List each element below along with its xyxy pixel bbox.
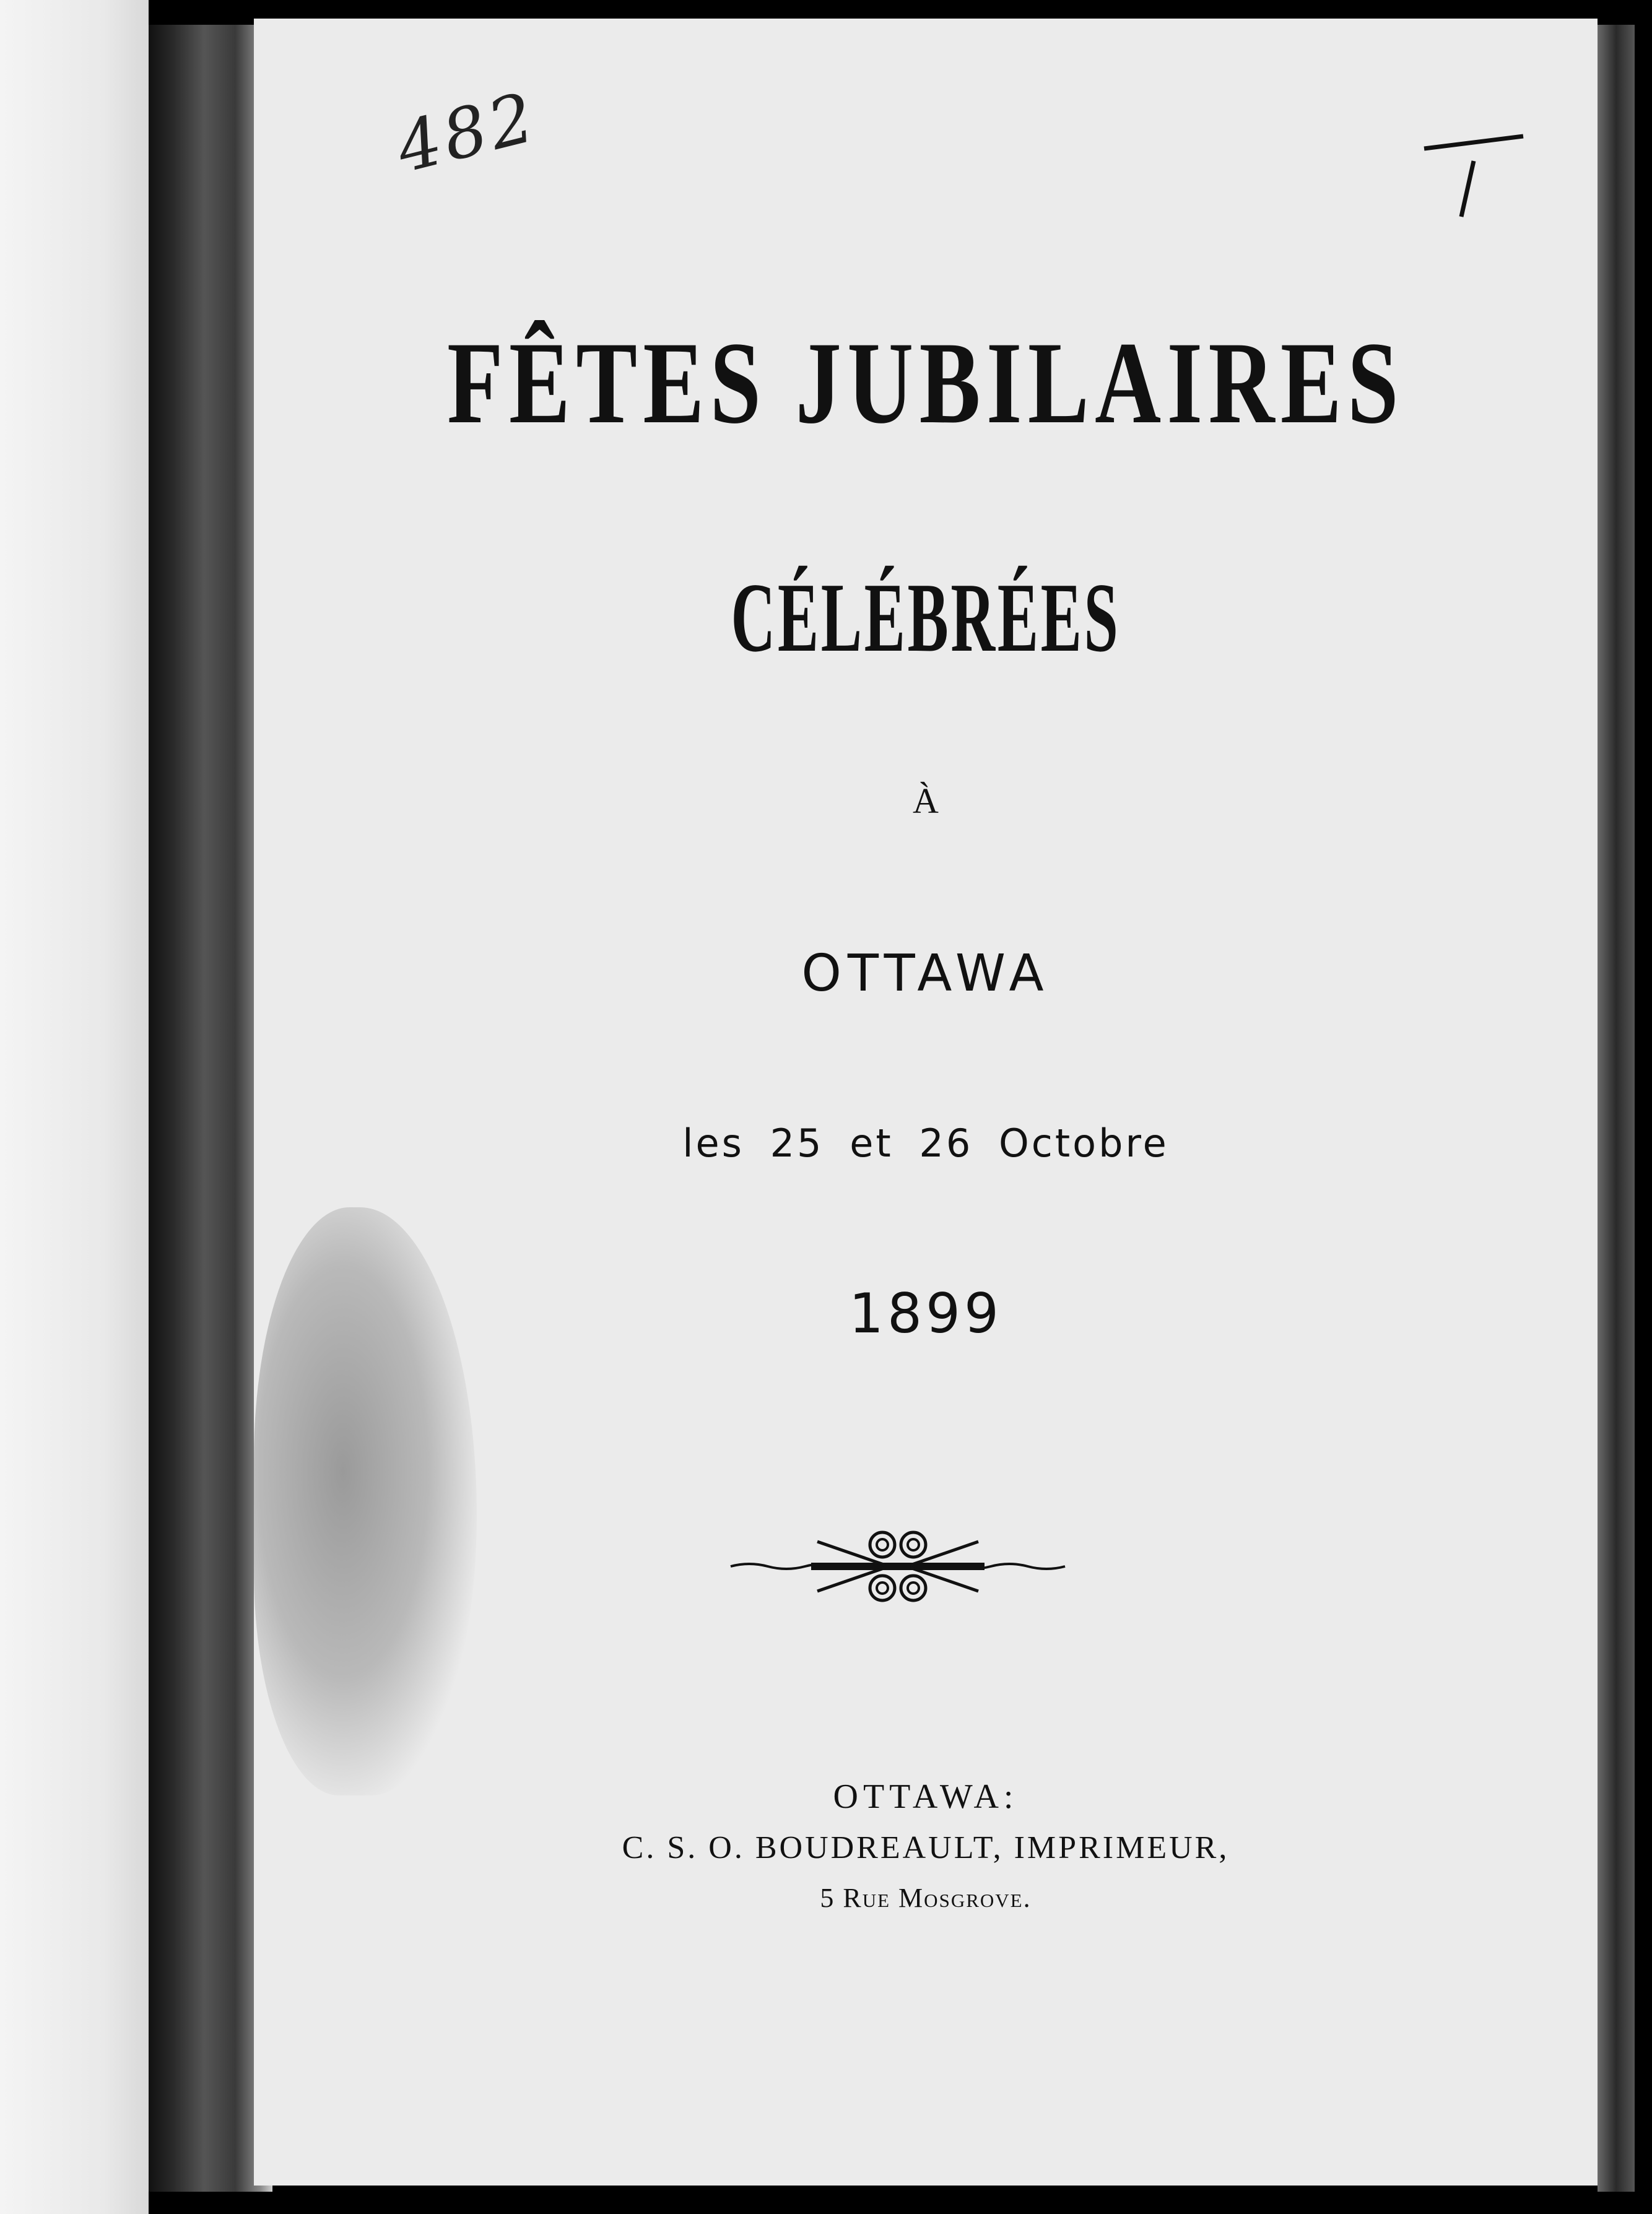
handwritten-shelf-mark: 482 [388, 77, 546, 188]
ornament-flourish-icon [724, 1517, 1071, 1616]
page-right-edge [1598, 25, 1635, 2192]
imprint-printer: C. S. O. BOUDREAULT, IMPRIMEUR, [622, 1830, 1230, 1865]
facing-page-edge [0, 0, 149, 2214]
event-city: OTTAWA [801, 944, 1050, 1003]
imprint-city: OTTAWA: [833, 1778, 1019, 1816]
preposition: À [913, 781, 939, 821]
event-dates: les 25 et 26 Octobre [682, 1121, 1169, 1166]
event-year: 1899 [849, 1282, 1002, 1345]
imprint-address: 5 Rue Mosgrove. [820, 1883, 1032, 1913]
book-subtitle: CÉLÉBRÉES [731, 562, 1121, 672]
book-title: FÊTES JUBILAIRES [447, 318, 1404, 448]
handwritten-mark-icon [1418, 124, 1529, 223]
